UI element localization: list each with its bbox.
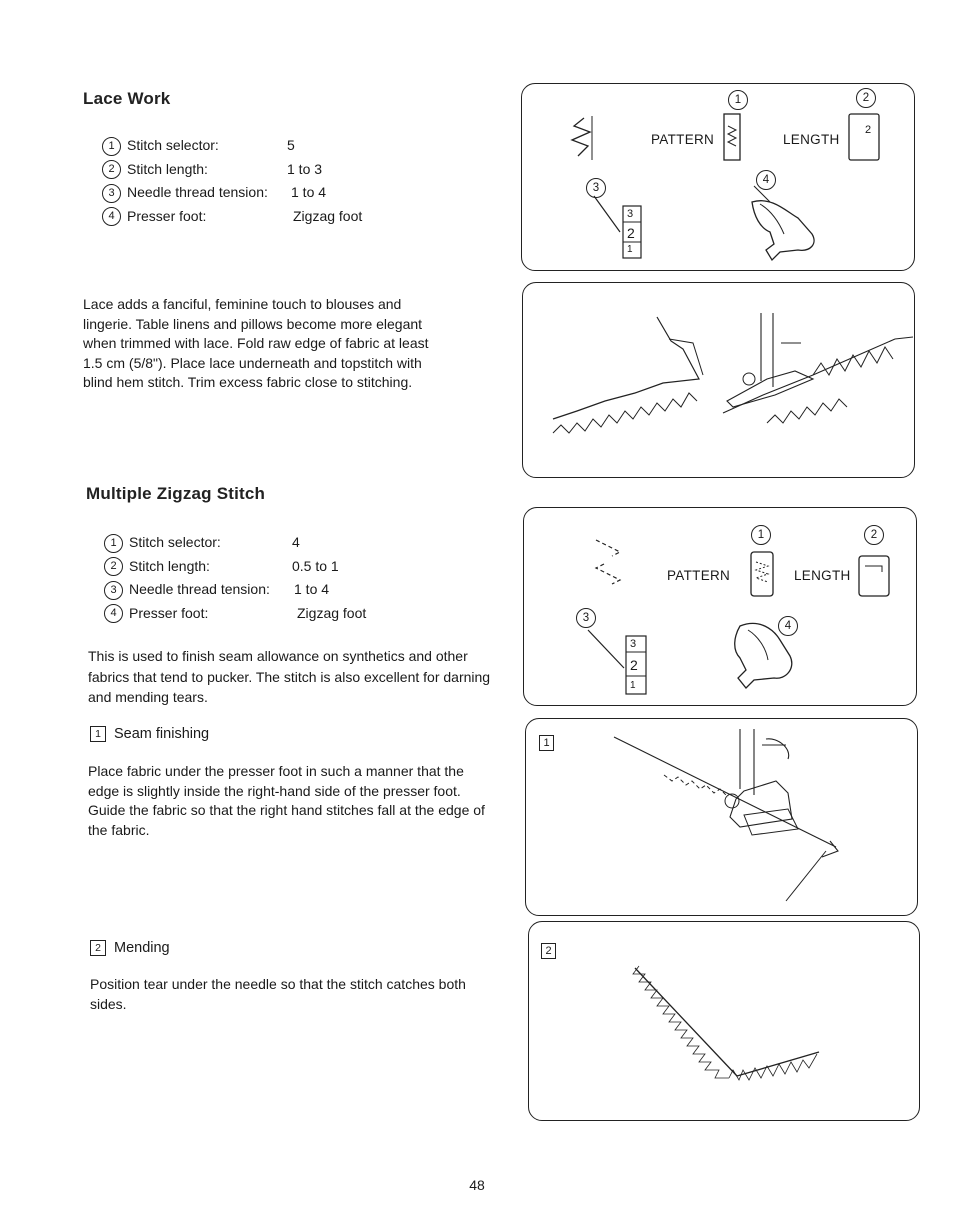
setting-row (104, 555, 339, 579)
setting-number: 1 (102, 137, 121, 156)
lace-title: Lace Work (83, 89, 171, 108)
seam-finishing-drawing (526, 719, 917, 915)
setting-number: 1 (104, 534, 123, 553)
tension-dial-1: 1 (627, 244, 633, 255)
setting-row (104, 531, 300, 555)
seam-finishing-figure (525, 718, 918, 916)
callout-2: 2 (856, 88, 876, 108)
zigzag-settings (104, 531, 367, 625)
setting-value: 1 to 3 (287, 160, 323, 177)
zigzag-title: Multiple Zigzag Stitch (86, 484, 266, 503)
setting-row (104, 602, 367, 626)
setting-number: 4 (104, 604, 123, 623)
length-value: 2 (865, 124, 872, 136)
pattern-label: PATTERN (667, 568, 731, 583)
setting-value: 1 to 4 (291, 184, 327, 200)
mending-label: Mending (114, 940, 170, 956)
setting-value: 5 (287, 137, 295, 153)
page-number: 48 (469, 1177, 485, 1193)
setting-value: 1 to 4 (294, 581, 330, 597)
seam-finishing-number: 1 (90, 726, 106, 742)
pattern-label: PATTERN (651, 132, 715, 147)
callout-1: 1 (751, 525, 771, 545)
callout-3: 3 (586, 178, 606, 198)
setting-label: Presser foot: (127, 207, 207, 224)
mending-text: Position tear under the needle so that the stitch catches both sides. (90, 976, 466, 1012)
tension-dial-2: 2 (627, 225, 635, 241)
setting-row (102, 158, 323, 182)
length-label: LENGTH (794, 568, 851, 583)
lace-settings-panel (521, 83, 915, 271)
setting-value: 4 (292, 534, 300, 550)
figure-number: 1 (539, 735, 554, 751)
zigzag-panel-drawing (524, 508, 916, 705)
setting-number: 3 (104, 581, 123, 600)
setting-label: Stitch length: (129, 557, 210, 574)
callout-3: 3 (576, 608, 596, 628)
length-label: LENGTH (783, 132, 840, 147)
zigzag-paragraph: This is used to finish seam allowance on synthetics and other fabrics that tend to pucker. The stitch is also excellent for darning and mending tears. (88, 648, 491, 705)
setting-number: 2 (102, 160, 121, 179)
setting-label: Stitch length: (127, 160, 208, 177)
setting-label: Needle thread tension: (127, 184, 268, 200)
mending-heading (90, 940, 170, 956)
lace-panel-drawing (522, 84, 914, 270)
callout-4: 4 (778, 616, 798, 636)
lace-settings (102, 134, 363, 228)
tension-dial-1: 1 (630, 680, 636, 691)
mending-drawing (529, 922, 919, 1120)
seam-finishing-heading (90, 726, 209, 742)
setting-row (102, 205, 363, 229)
setting-value: Zigzag foot (293, 207, 363, 224)
tension-dial-3: 3 (627, 208, 634, 220)
mending-number: 2 (90, 940, 106, 956)
callout-2: 2 (864, 525, 884, 545)
setting-label: Needle thread tension: (129, 581, 270, 597)
figure-number: 2 (541, 943, 556, 959)
callout-4: 4 (756, 170, 776, 190)
setting-number: 2 (104, 557, 123, 576)
setting-value: 0.5 to 1 (292, 557, 339, 574)
zigzag-settings-panel (523, 507, 917, 706)
lace-illustration-panel (522, 282, 915, 478)
setting-row (102, 181, 327, 205)
setting-row (102, 134, 295, 158)
setting-value: Zigzag foot (297, 604, 367, 621)
setting-row (104, 578, 330, 602)
tension-dial-3: 3 (630, 638, 637, 650)
setting-label: Stitch selector: (127, 137, 219, 153)
seam-finishing-label: Seam finishing (114, 726, 210, 742)
setting-label: Presser foot: (129, 604, 209, 621)
seam-finishing-text: Place fabric under the presser foot in such a manner that the edge is slightly inside the right-hand side of the presser foot. Guide the fabric so that the right hand stitches fall at the edge of the fabric. (88, 763, 485, 838)
callout-1: 1 (728, 90, 748, 110)
setting-number: 3 (102, 184, 121, 203)
lace-paragraph: Lace adds a fanciful, feminine touch to blouses and lingerie. Table linens and pillows become more elegant when trimmed with lace. Fold raw edge of fabric at least 1.5 cm (5/8"). Place lace underneath and topstitch with blind hem stitch. Trim excess fabric close to stitching. (83, 296, 429, 390)
mending-figure (528, 921, 920, 1121)
lace-illustration-drawing (523, 283, 914, 477)
setting-number: 4 (102, 207, 121, 226)
tension-dial-2: 2 (630, 657, 638, 673)
setting-label: Stitch selector: (129, 534, 221, 550)
